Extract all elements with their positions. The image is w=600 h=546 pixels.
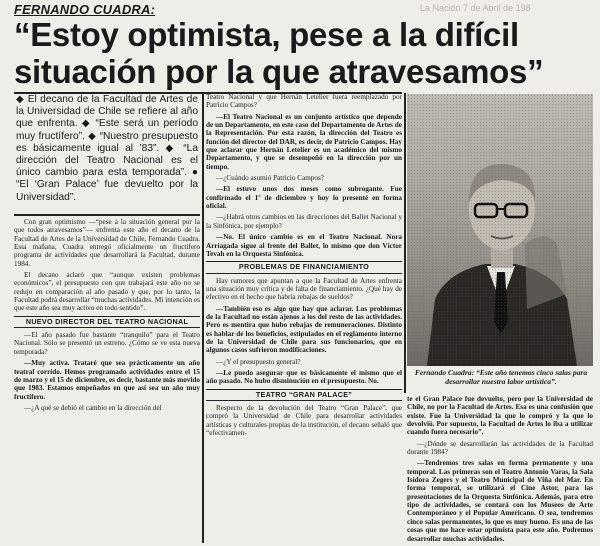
portrait-photo (407, 94, 593, 366)
article-column-3 (407, 395, 593, 546)
question: —El año pasado fue bastante “tranquilo” para el Teatro Nacional. Sólo se presentó un estreno. ¿Cómo se ve esta nueva temporada? (14, 331, 200, 356)
article-column-2 (206, 93, 402, 440)
answer: —El Teatro Nacional es un conjunto artístico que depende de un Departamento, en este caso del Departamento de Artes de la Representación. Por esta razón, la dirección del Teatro es función del director del DAR, es decir, de Patricio Campos. Hay que aclarar que Hernán Letelier es un académico del mismo Departamento, y que se desempeñó en la dirección por un tiempo. (206, 112, 402, 171)
question-cont: Teatro Nacional y que Hernán Letelier fuera reemplazado por Patricio Campos? (206, 93, 402, 110)
answer: —Muy activa. Trataré que sea prácticamente un año teatral corrido. Hemos programado actividades entre el 15 de marzo y el 15 de diciembre, es decir, bastante más movido que 1983. Estamos empeñados en que así sea un año muy fructífero. (14, 359, 200, 401)
question: —¿Dónde se desarrollarán las actividades de la Facultad durante 1984? (407, 439, 593, 457)
question: —¿Cuándo asumió Patricio Campos? (216, 174, 324, 183)
headline (14, 16, 594, 90)
paragraph: Con gran optimismo —“pese a la situación general por la que todos atravesamos”— enfrenta este año el decano de la Facultad de Artes de la Universidad de Chile, Fernando Cuadra. Esta mañana, Cuadra entregó oficialmente un fructífero programa de actividades que desarrollará la Facultad, durante 1984. (14, 218, 200, 268)
question: Hay rumores que apuntan a que la Facultad de Artes enfrenta una situación muy crítica y de falta de financiamiento. ¿Qué hay de efectivo en el hecho que habría rebajas de sueldos? (206, 276, 402, 302)
halftone-texture (407, 94, 593, 366)
paragraph: Respecto de la devolución del Teatro “Gran Palace”, que compró la Universidad de Chile para desarrollar actividades artísticas y culturales propias de la institución, el decano señaló que “efectivamen- (206, 404, 402, 438)
answer: —Tendremos tres salas en forma permanente y una temporal. Las primeras son el Teatro Antonio Varas, la Sala Isidora Zegers y el Teatro Municipal de Viña del Mar. En forma temporal, se utilizará el Cine Astor, para las presentaciones de la Orquesta Sinfónica. Además, para otro tipo de actividades, se contará con los Museos de Arte Contemporáneo y el Popular Americano. O sea, tendremos cinco salas permanentes, lo que es muy bueno. Es una de las cosas que me hace estar optimista para este año. Podremos desarrollar muchas actividades. (407, 459, 593, 543)
faded-masthead: La Nación 7 de Abril de 198 (420, 3, 531, 13)
summary-rule (14, 214, 200, 216)
section-subhead: TEATRO “GRAN PALACE” (206, 389, 402, 401)
answer: —También eso es algo que hay que aclarar. Los problemas de la Facultad no están ajenos a los del resto de las actividades. Pero es mentira que hubo rebajas de remuneraciones. Distinto es hablar de los beneficios, estipulados en el reglamento interno de la Universidad de Chile para sus funcionarios, que en algunos casos sufrieron modificaciones. (206, 304, 402, 355)
section-subhead: NUEVO DIRECTOR DEL TEATRO NACIONAL (14, 316, 200, 328)
question: —¿Y el presupuesto general? (216, 357, 301, 366)
answer: —No. El único cambio es en el Teatro Nacional. Nora Arriagada sigue al frente del Ballet, lo mismo que don Víctor Tevah en la Orquesta Sinfónica. (206, 233, 402, 258)
question: —¿Habrá otros cambios en las direcciones del Ballet Nacional y la Sinfónica, por ejemplo? (206, 213, 402, 230)
headline-line-1: “Estoy optimista, pese a la difícil (14, 16, 519, 53)
photo-caption: Fernando Cuadra: “Este año tenemos cinco salas para desarrollar nuestra labor artística”. (414, 368, 588, 386)
paragraph: El decano aclaró que “aunque existen problemas económicos”, el presupuesto con que trabajará este año no se redujo en comparación al año pasado y que, por lo tanto, la Facultad podrá desarrollar “muchas actividades. Mi intención es que este año sea muy activo en todo sentido”. (14, 271, 200, 313)
article-column-1 (14, 218, 200, 415)
question: —¿A qué se debió el cambio en la dirección del (24, 403, 162, 412)
column-rule-2 (404, 93, 406, 393)
headline-line-2: situación por la que atravesamos” (14, 53, 544, 90)
column-rule-1 (202, 93, 204, 543)
answer: —El estuvo unos dos meses como subrogante. Fue confirmado el 1º de diciembre y hoy lo presenté en forma oficial. (206, 185, 402, 211)
answer: —Le puedo asegurar que es básicamente el mismo que el año pasado. No hubo disminución en el presupuesto. No. (206, 368, 402, 386)
answer-cont: te el Gran Palace fue devuelto, pero por la Universidad de Chile, no por la Facultad de Artes. Esa es una confusión que existe. Fue la Universidad la que lo compró y la que lo devolvió. Por supuesto, la Facultad de Artes lo iba a utilizar cuando fuera necesario”. (407, 395, 593, 437)
byline: FERNANDO CUADRA: (14, 2, 156, 17)
summary-box: ◆ El decano de la Facultad de Artes de la Universidad de Chile se refiere al año que enfrenta. ◆ “Este será un período muy fructífero”. ◆ “Nuestro presupuesto es básicamente igual al ’83”. ◆ “La dirección del Teatro Nacional es el único cambio para esta temporada”. ● “El ‘Gran Palace’ fue devuelto por la Universidad”. (16, 94, 198, 203)
section-subhead: PROBLEMAS DE FINANCIAMIENTO (206, 261, 402, 273)
